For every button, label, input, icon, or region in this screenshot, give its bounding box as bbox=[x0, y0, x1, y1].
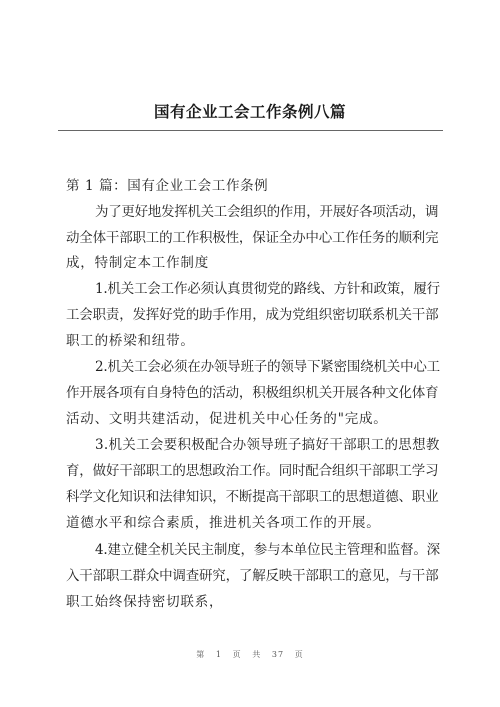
page-footer: 第 1 页 共 37 页 bbox=[196, 650, 304, 659]
body-line: 动全体干部职工的工作积极性，保证全办中心工作任务的顺利完 bbox=[66, 230, 439, 246]
body-line: 2.机关工会必须在办领导班子的领导下紧密围绕机关中心工 bbox=[95, 359, 440, 375]
body-line: 道德水平和综合素质，推进机关各项工作的开展。 bbox=[66, 515, 381, 531]
body-line: 3.机关工会要积极配合办领导班子搞好干部职工的思想教 bbox=[95, 437, 440, 453]
body-line: 育，做好干部职工的思想政治工作。同时配合组织干部职工学习 bbox=[66, 463, 439, 479]
body-line: 工会职责，发挥好党的助手作用，成为党组织密切联系机关干部 bbox=[66, 307, 439, 323]
body-line: 1.机关工会工作必须认真贯彻党的路线、方针和政策，履行 bbox=[95, 281, 440, 297]
body-line: 成，特制定本工作制度 bbox=[66, 255, 209, 271]
body-line: 4.建立健全机关民主制度，参与本单位民主管理和监督。深 bbox=[95, 542, 440, 558]
section-heading: 第 1 篇：国有企业工会工作条例 bbox=[66, 178, 269, 194]
body-line: 入干部职工群众中调查研究，了解反映干部职工的意见，与干部 bbox=[66, 568, 439, 584]
body-line: 作开展各项有自身特色的活动，积极组织机关开展各种文化体育 bbox=[66, 385, 439, 401]
body-line: 职工的桥梁和纽带。 bbox=[66, 333, 195, 349]
body-line: 科学文化知识和法律知识，不断提高干部职工的思想道德、职业 bbox=[66, 489, 439, 505]
document-title: 国有企业工会工作条例八篇 bbox=[153, 102, 346, 121]
title-divider bbox=[58, 130, 443, 131]
body-line: 职工始终保持密切联系， bbox=[66, 594, 224, 610]
body-line: 活动、文明共建活动，促进机关中心任务的"完成。 bbox=[66, 411, 388, 427]
body-line: 为了更好地发挥机关工会组织的作用，开展好各项活动，调 bbox=[95, 204, 439, 220]
